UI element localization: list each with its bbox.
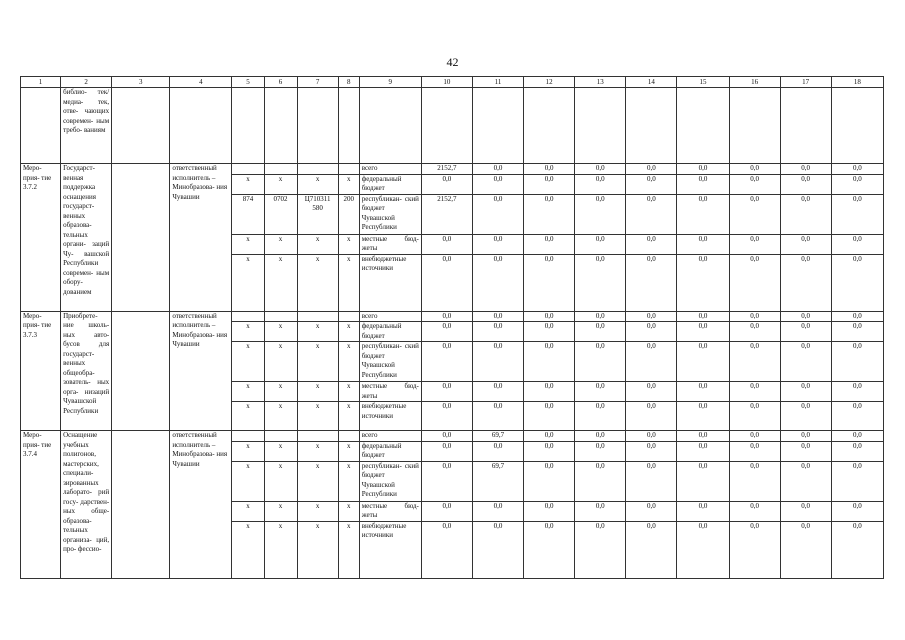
budget-code-cell: х: [232, 501, 264, 521]
budget-code-cell: [297, 164, 338, 175]
value-cell: 69,7: [472, 461, 523, 501]
value-cell: 0,0: [729, 461, 780, 501]
value-cell: 0,0: [677, 322, 729, 342]
value-cell: 0,0: [575, 194, 626, 234]
value-cell: 0,0: [626, 322, 677, 342]
header-row: [21, 77, 884, 88]
header-cell: 15: [677, 77, 729, 88]
header-cell: 16: [729, 77, 780, 88]
value-cell: 0,0: [524, 194, 575, 234]
value-cell: 0,0: [677, 402, 729, 431]
value-cell: 0,0: [524, 402, 575, 431]
value-cell: 0,0: [524, 461, 575, 501]
value-cell: 0,0: [524, 254, 575, 311]
budget-code-cell: х: [232, 342, 264, 382]
value-cell: 0,0: [421, 174, 472, 194]
value-cell: 0,0: [575, 521, 626, 578]
table-row: [21, 311, 884, 322]
table-cell: [112, 164, 170, 312]
budget-code-cell: х: [297, 342, 338, 382]
budget-code-cell: х: [338, 322, 359, 342]
measure-label-cell: Меро- прия- тие 3.7.3: [21, 311, 61, 431]
value-cell: 0,0: [524, 441, 575, 461]
value-cell: 0,0: [831, 382, 883, 402]
page-number: 42: [446, 55, 459, 69]
budget-code-cell: [264, 311, 297, 322]
budget-code-cell: х: [338, 441, 359, 461]
value-cell: 0,0: [524, 521, 575, 578]
budget-code-cell: х: [264, 382, 297, 402]
value-cell: 0,0: [626, 521, 677, 578]
value-cell: 0,0: [575, 174, 626, 194]
value-cell: 0,0: [626, 441, 677, 461]
header-cell: 1: [21, 77, 61, 88]
budget-code-cell: х: [232, 174, 264, 194]
funding-source-cell: всего: [359, 311, 421, 322]
budget-code-cell: х: [338, 521, 359, 578]
header-cell: 11: [472, 77, 523, 88]
value-cell: 0,0: [575, 431, 626, 442]
budget-code-cell: х: [232, 322, 264, 342]
funding-source-cell: местные бюд- жеты: [359, 234, 421, 254]
value-cell: 0,0: [780, 311, 831, 322]
value-cell: 0,0: [831, 441, 883, 461]
budget-code-cell: х: [297, 322, 338, 342]
value-cell: 0,0: [472, 254, 523, 311]
value-cell: 0,0: [831, 254, 883, 311]
value-cell: 0,0: [780, 194, 831, 234]
budget-code-cell: 200: [338, 194, 359, 234]
value-cell: 0,0: [575, 164, 626, 175]
table-cell: [112, 311, 170, 431]
value-cell: 0,0: [780, 441, 831, 461]
value-cell: 0,0: [780, 174, 831, 194]
value-cell: 0,0: [677, 441, 729, 461]
value-cell: 0,0: [626, 402, 677, 431]
value-cell: 0,0: [472, 402, 523, 431]
value-cell: 0,0: [677, 234, 729, 254]
value-cell: 0,0: [472, 441, 523, 461]
table-cell: [421, 88, 472, 164]
value-cell: 0,0: [472, 501, 523, 521]
value-cell: 0,0: [677, 461, 729, 501]
value-cell: 0,0: [575, 342, 626, 382]
value-cell: 0,0: [831, 431, 883, 442]
value-cell: 0,0: [524, 322, 575, 342]
value-cell: 0,0: [677, 164, 729, 175]
header-cell: 18: [831, 77, 883, 88]
value-cell: 0,0: [524, 382, 575, 402]
table-cell: [524, 88, 575, 164]
value-cell: 0,0: [575, 382, 626, 402]
funding-source-cell: федеральный бюджет: [359, 322, 421, 342]
value-cell: 0,0: [831, 164, 883, 175]
value-cell: 0,0: [780, 501, 831, 521]
measure-label-cell: Меро- прия- тие 3.7.4: [21, 431, 61, 579]
value-cell: 0,0: [421, 461, 472, 501]
value-cell: 0,0: [677, 521, 729, 578]
value-cell: 0,0: [780, 402, 831, 431]
budget-code-cell: [338, 164, 359, 175]
value-cell: 0,0: [677, 311, 729, 322]
budget-code-cell: х: [232, 441, 264, 461]
value-cell: 0,0: [575, 234, 626, 254]
value-cell: 0,0: [524, 164, 575, 175]
value-cell: 0,0: [677, 501, 729, 521]
budget-code-cell: [297, 431, 338, 442]
funding-source-cell: внебюджетные источники: [359, 521, 421, 578]
value-cell: 0,0: [472, 521, 523, 578]
value-cell: 0,0: [626, 311, 677, 322]
table-cell: [729, 88, 780, 164]
budget-code-cell: х: [338, 461, 359, 501]
value-cell: 0,0: [524, 342, 575, 382]
value-cell: 0,0: [729, 254, 780, 311]
funding-source-cell: внебюджетные источники: [359, 402, 421, 431]
value-cell: 0,0: [421, 431, 472, 442]
budget-code-cell: х: [338, 174, 359, 194]
value-cell: 0,0: [729, 501, 780, 521]
budget-code-cell: [232, 431, 264, 442]
funding-source-cell: республикан- ский бюджет Чувашской Республики: [359, 342, 421, 382]
funding-source-cell: республикан- ский бюджет Чувашской Республики: [359, 461, 421, 501]
table-cell: [264, 88, 297, 164]
value-cell: 0,0: [729, 322, 780, 342]
measure-label-cell: Меро- прия- тие 3.7.2: [21, 164, 61, 312]
value-cell: 0,0: [729, 174, 780, 194]
funding-source-cell: федеральный бюджет: [359, 441, 421, 461]
budget-code-cell: х: [232, 254, 264, 311]
value-cell: 0,0: [831, 322, 883, 342]
value-cell: 0,0: [626, 501, 677, 521]
table-header: [21, 77, 884, 88]
budget-code-cell: 874: [232, 194, 264, 234]
value-cell: 0,0: [780, 342, 831, 382]
value-cell: 0,0: [626, 194, 677, 234]
budget-code-cell: [232, 164, 264, 175]
value-cell: 0,0: [575, 311, 626, 322]
budget-code-cell: х: [338, 501, 359, 521]
value-cell: 0,0: [575, 441, 626, 461]
budget-code-cell: х: [297, 501, 338, 521]
value-cell: 0,0: [780, 461, 831, 501]
value-cell: 0,0: [575, 322, 626, 342]
value-cell: 0,0: [472, 164, 523, 175]
funding-source-cell: местные бюд- жеты: [359, 501, 421, 521]
header-cell: 7: [297, 77, 338, 88]
header-cell: 5: [232, 77, 264, 88]
table-cell: [780, 88, 831, 164]
continuation-row: [21, 88, 884, 164]
header-cell: 10: [421, 77, 472, 88]
value-cell: 0,0: [831, 174, 883, 194]
value-cell: 0,0: [472, 194, 523, 234]
value-cell: 0,0: [831, 311, 883, 322]
value-cell: 0,0: [729, 431, 780, 442]
value-cell: 0,0: [831, 194, 883, 234]
value-cell: 0,0: [729, 441, 780, 461]
budget-code-cell: х: [232, 234, 264, 254]
header-cell: 13: [575, 77, 626, 88]
funding-source-cell: республикан- ский бюджет Чувашской Республики: [359, 194, 421, 234]
budget-code-cell: х: [232, 461, 264, 501]
value-cell: 0,0: [421, 441, 472, 461]
funding-source-cell: местные бюд- жеты: [359, 382, 421, 402]
funding-source-cell: всего: [359, 431, 421, 442]
value-cell: 0,0: [831, 402, 883, 431]
value-cell: 0,0: [626, 164, 677, 175]
budget-code-cell: Ц710311 580: [297, 194, 338, 234]
value-cell: 0,0: [524, 234, 575, 254]
value-cell: 0,0: [729, 521, 780, 578]
budget-code-cell: х: [264, 501, 297, 521]
table-row: [21, 431, 884, 442]
value-cell: 0,0: [729, 234, 780, 254]
table-cell: [297, 88, 338, 164]
value-cell: 0,0: [677, 254, 729, 311]
value-cell: 0,0: [575, 461, 626, 501]
header-cell: 14: [626, 77, 677, 88]
budget-code-cell: х: [297, 254, 338, 311]
table-cell: [338, 88, 359, 164]
header-cell: 4: [170, 77, 232, 88]
table-cell: [232, 88, 264, 164]
value-cell: 0,0: [729, 402, 780, 431]
budget-code-cell: х: [338, 402, 359, 431]
budget-code-cell: [297, 311, 338, 322]
value-cell: 2152,7: [421, 194, 472, 234]
value-cell: 0,0: [729, 194, 780, 234]
value-cell: 0,0: [677, 174, 729, 194]
value-cell: 0,0: [524, 174, 575, 194]
value-cell: 0,0: [626, 254, 677, 311]
value-cell: 0,0: [421, 342, 472, 382]
value-cell: 0,0: [729, 311, 780, 322]
value-cell: 0,0: [472, 322, 523, 342]
budget-code-cell: х: [297, 234, 338, 254]
value-cell: 0,0: [472, 174, 523, 194]
executor-cell: ответственный исполнитель – Минобразова- ния Чувашии: [170, 164, 232, 312]
budget-code-cell: [338, 311, 359, 322]
header-cell: 17: [780, 77, 831, 88]
budget-code-cell: [264, 431, 297, 442]
value-cell: 0,0: [780, 382, 831, 402]
value-cell: 0,0: [421, 521, 472, 578]
budget-code-cell: х: [297, 174, 338, 194]
budget-code-cell: [338, 431, 359, 442]
funding-source-cell: всего: [359, 164, 421, 175]
value-cell: 0,0: [677, 194, 729, 234]
value-cell: 0,0: [421, 501, 472, 521]
budget-code-cell: х: [232, 402, 264, 431]
value-cell: 0,0: [421, 382, 472, 402]
executor-cell: ответственный исполнитель – Минобразова- ния Чувашии: [170, 431, 232, 579]
value-cell: 0,0: [729, 164, 780, 175]
value-cell: 0,0: [575, 501, 626, 521]
table-cell: [359, 88, 421, 164]
value-cell: 0,0: [472, 382, 523, 402]
table-cell: [677, 88, 729, 164]
budget-code-cell: х: [264, 461, 297, 501]
budget-code-cell: [232, 311, 264, 322]
funding-source-cell: внебюджетные источники: [359, 254, 421, 311]
value-cell: 0,0: [472, 311, 523, 322]
value-cell: 0,0: [780, 322, 831, 342]
value-cell: 0,0: [780, 521, 831, 578]
value-cell: 0,0: [831, 521, 883, 578]
value-cell: 0,0: [421, 254, 472, 311]
budget-code-cell: х: [264, 342, 297, 382]
value-cell: 0,0: [729, 382, 780, 402]
value-cell: 0,0: [472, 342, 523, 382]
header-cell: 6: [264, 77, 297, 88]
value-cell: 0,0: [780, 254, 831, 311]
value-cell: 0,0: [780, 234, 831, 254]
value-cell: 0,0: [421, 311, 472, 322]
measure-name-cell: Оснащение учебных полигонов, мастерских, специали- зированных лаборато- рий госу- дарствен- ных обще- образова- тельных организа- ций, про- фессио-: [61, 431, 112, 579]
value-cell: 0,0: [575, 254, 626, 311]
value-cell: 0,0: [677, 342, 729, 382]
value-cell: 0,0: [780, 431, 831, 442]
value-cell: 0,0: [524, 431, 575, 442]
budget-code-cell: х: [297, 441, 338, 461]
budget-table: [20, 76, 884, 579]
value-cell: 0,0: [421, 322, 472, 342]
budget-code-cell: х: [297, 402, 338, 431]
budget-code-cell: х: [297, 382, 338, 402]
budget-code-cell: х: [338, 254, 359, 311]
budget-code-cell: 0702: [264, 194, 297, 234]
value-cell: 0,0: [831, 501, 883, 521]
table-cell: [831, 88, 883, 164]
table-row: [21, 164, 884, 175]
value-cell: 0,0: [524, 311, 575, 322]
header-cell: 3: [112, 77, 170, 88]
table-cell: [21, 88, 61, 164]
budget-code-cell: [264, 164, 297, 175]
value-cell: 0,0: [831, 461, 883, 501]
budget-code-cell: х: [264, 402, 297, 431]
budget-code-cell: х: [338, 234, 359, 254]
budget-code-cell: х: [264, 322, 297, 342]
value-cell: 0,0: [421, 234, 472, 254]
value-cell: 0,0: [626, 342, 677, 382]
budget-code-cell: х: [338, 342, 359, 382]
value-cell: 0,0: [421, 402, 472, 431]
budget-code-cell: х: [264, 521, 297, 578]
table-cell: [575, 88, 626, 164]
table-cell: [112, 88, 170, 164]
budget-code-cell: х: [297, 461, 338, 501]
budget-code-cell: х: [264, 441, 297, 461]
value-cell: 0,0: [626, 234, 677, 254]
budget-code-cell: х: [297, 521, 338, 578]
measure-name-cell: библио- тек/медиа- тек, отве- чающих современ- ным требо- ваниям: [61, 88, 112, 164]
value-cell: 0,0: [780, 164, 831, 175]
value-cell: 69,7: [472, 431, 523, 442]
value-cell: 0,0: [729, 342, 780, 382]
value-cell: 0,0: [626, 382, 677, 402]
budget-code-cell: х: [264, 174, 297, 194]
value-cell: 0,0: [626, 431, 677, 442]
table-cell: [472, 88, 523, 164]
value-cell: 0,0: [472, 234, 523, 254]
value-cell: 0,0: [626, 461, 677, 501]
value-cell: 0,0: [677, 382, 729, 402]
value-cell: 0,0: [831, 234, 883, 254]
measure-name-cell: Государст- венная поддержка оснащения государст- венных образова- тельных органи- заций Чу- вашской Республики современ- ным обору- дованием: [61, 164, 112, 312]
budget-code-cell: х: [232, 382, 264, 402]
table-cell: [626, 88, 677, 164]
budget-code-cell: х: [338, 382, 359, 402]
table-cell: [170, 88, 232, 164]
executor-cell: ответственный исполнитель – Минобразова- ния Чувашии: [170, 311, 232, 431]
header-cell: 12: [524, 77, 575, 88]
value-cell: 0,0: [831, 342, 883, 382]
budget-code-cell: х: [264, 234, 297, 254]
header-cell: 2: [61, 77, 112, 88]
value-cell: 0,0: [677, 431, 729, 442]
table-cell: [112, 431, 170, 579]
measure-name-cell: Приобрете- ние школь- ных авто- бусов для государст- венных общеобра- зователь- ных орга- низаций Чувашской Республики: [61, 311, 112, 431]
budget-code-cell: х: [264, 254, 297, 311]
value-cell: 0,0: [524, 501, 575, 521]
funding-source-cell: федеральный бюджет: [359, 174, 421, 194]
value-cell: 0,0: [626, 174, 677, 194]
value-cell: 0,0: [575, 402, 626, 431]
value-cell: 2152,7: [421, 164, 472, 175]
table-body: [21, 88, 884, 579]
header-cell: 8: [338, 77, 359, 88]
header-cell: 9: [359, 77, 421, 88]
budget-code-cell: х: [232, 521, 264, 578]
